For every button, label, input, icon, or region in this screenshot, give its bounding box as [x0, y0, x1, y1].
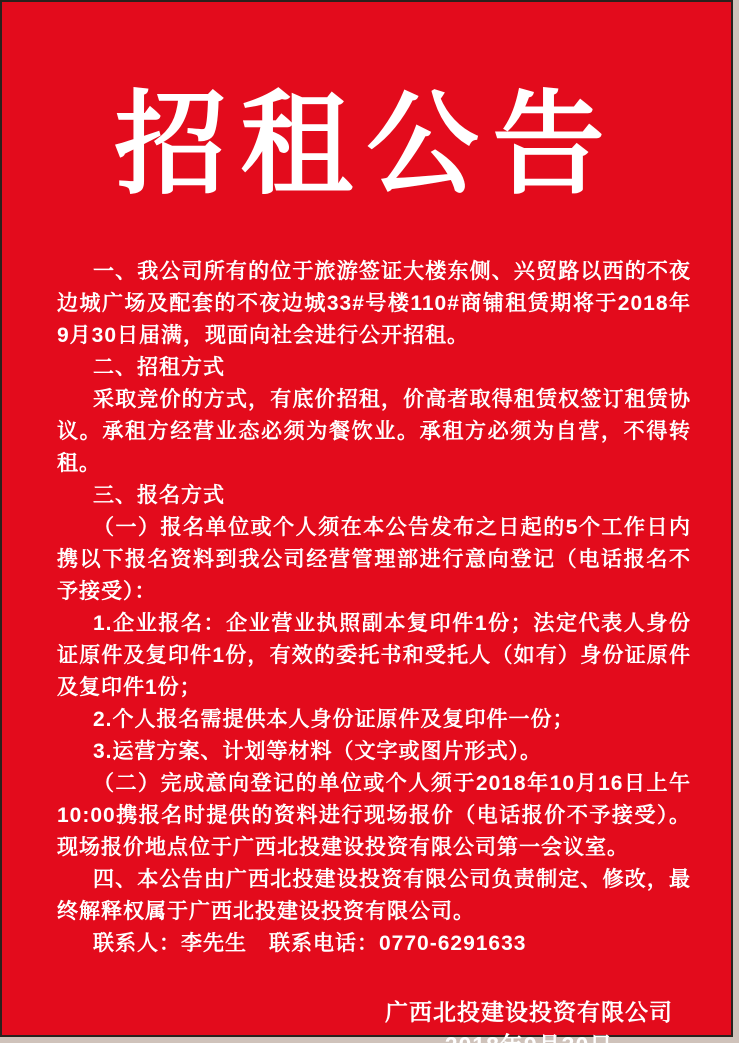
paragraph-intro: 一、我公司所有的位于旅游签证大楼东侧、兴贸路以西的不夜边城广场及配套的不夜边城33#号楼110#商铺租赁期将于2018年9月30日届满，现面向社会进行公开招租。 [57, 260, 691, 347]
announcement-body [2, 256, 731, 960]
section-heading-3: 三、报名方式 [93, 484, 225, 507]
paragraph-method: 采取竞价的方式，有底价招租，价高者取得租赁权签订租赁协议。承租方经营业态必须为餐饮业。承租方必须为自营，不得转租。 [57, 388, 691, 475]
section-heading-2: 二、招租方式 [93, 356, 225, 379]
paragraph-item-3: 3.运营方案、计划等材料（文字或图片形式）。 [93, 740, 543, 763]
paragraph-rights: 四、本公告由广西北投建设投资有限公司负责制定、修改，最终解释权属于广西北投建设投资有限公司。 [57, 868, 691, 923]
paragraph-registration: （一）报名单位或个人须在本公告发布之日起的5个工作日内携以下报名资料到我公司经营管理部进行意向登记（电话报名不予接受）： [57, 516, 691, 603]
signature-company: 广西北投建设投资有限公司 [385, 999, 673, 1025]
poster-title: 招租公告 [114, 84, 619, 208]
paragraph-item-1: 1.企业报名：企业营业执照副本复印件1份；法定代表人身份证原件及复印件1份，有效的委托书和受托人（如有）身份证原件及复印件1份； [57, 612, 691, 699]
paragraph-item-2: 2.个人报名需提供本人身份证原件及复印件一份； [93, 708, 575, 731]
signature-date: 2018年9月30日 [444, 1032, 614, 1058]
contact-line: 联系人：李先生 联系电话：0770-6291633 [93, 932, 527, 955]
paragraph-bidding: （二）完成意向登记的单位或个人须于2018年10月16日上午10:00携报名时提供的资料进行现场报价（电话报价不予接受）。现场报价地点位于广西北投建设投资有限公司第一会议室。 [57, 772, 691, 859]
signature-block [385, 996, 673, 1062]
